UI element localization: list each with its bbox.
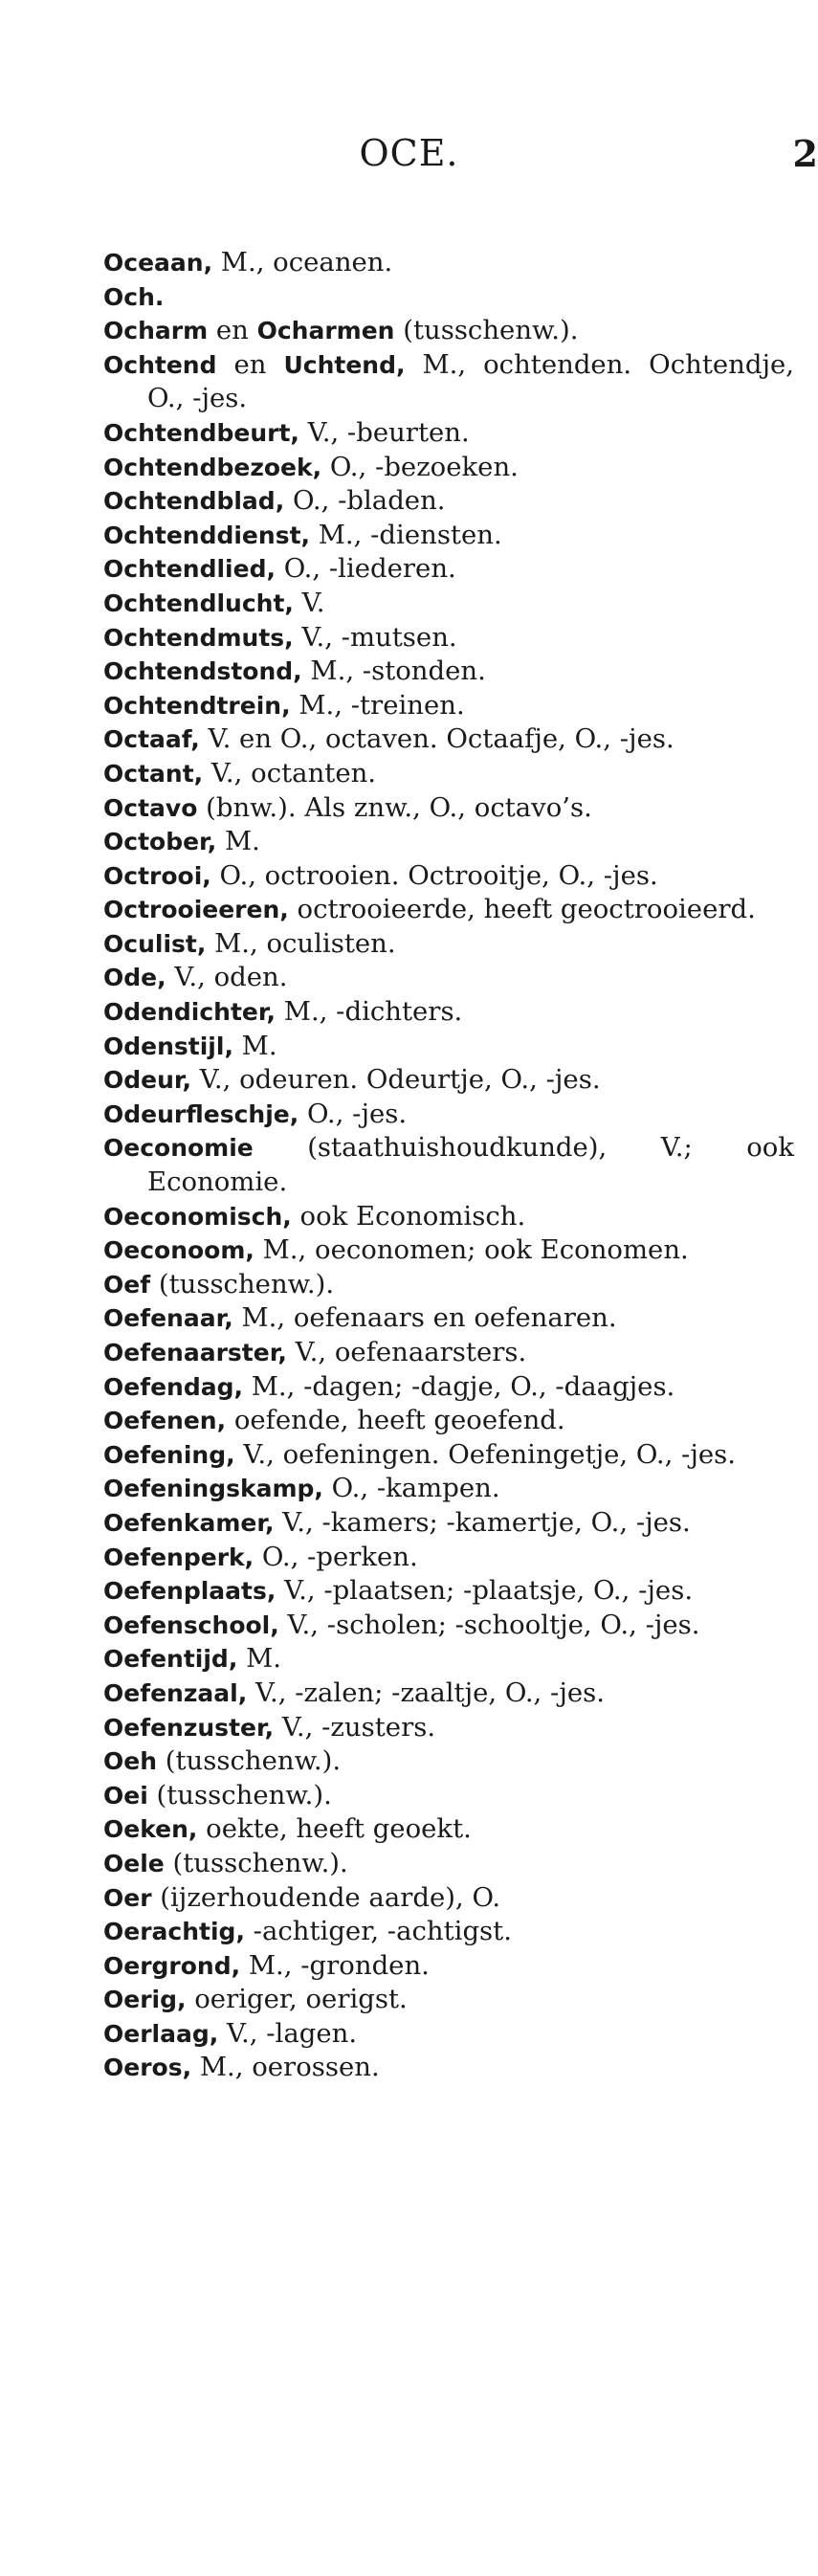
entry-headword: Oefentijd, <box>103 1645 238 1674</box>
dictionary-entry <box>103 1438 794 1473</box>
entry-definition: (tusschenw.). <box>147 1779 332 1810</box>
entry-headword: Oerig, <box>103 1986 187 2014</box>
dictionary-entry <box>103 859 794 894</box>
entry-definition: M., oeconomen; ook Economen. <box>254 1234 689 1266</box>
entry-definition: V. en O., octaven. Octaafje, O., -jes. <box>199 723 674 755</box>
dictionary-entry <box>103 1233 794 1268</box>
dictionary-entry <box>103 1268 794 1302</box>
entry-definition: V., -zalen; -zaaltje, O., -jes. <box>247 1677 605 1708</box>
dictionary-entry <box>103 893 794 927</box>
dictionary-entry <box>103 1812 794 1847</box>
entry-headword: Octavo <box>103 793 198 822</box>
entry-headword: Ochtendbeurt, <box>103 418 299 447</box>
dictionary-entry <box>103 757 794 791</box>
entry-definition: V., oefenaarsters. <box>286 1337 527 1367</box>
entry-headword: Odenstijl, <box>103 1032 233 1060</box>
entry-definition: V., octanten. <box>203 757 377 788</box>
entry-definition: (staathuishoudkunde), V.; ook Economie. <box>147 1132 794 1198</box>
entry-headword: Oceaan, <box>103 249 213 277</box>
dictionary-entry <box>103 621 794 655</box>
dictionary-entry <box>103 655 794 689</box>
entry-headword: Ochtendblad, <box>103 487 285 516</box>
entry-definition: (tusschenw.). <box>394 315 579 346</box>
dictionary-entry <box>103 1200 794 1234</box>
dictionary-entry <box>103 1847 794 1881</box>
dictionary-entry <box>103 1370 794 1405</box>
entry-headword: Ochtendlied, <box>103 555 276 584</box>
dictionary-entry <box>103 519 794 553</box>
entry-headword: Oeken, <box>103 1815 198 1844</box>
entry-definition: M., -dagen; -dagje, O., -daagjes. <box>243 1370 675 1402</box>
entry-headword: Ochtendstond, <box>103 657 302 686</box>
entry-definition: oefende, heeft geoefend. <box>226 1405 565 1436</box>
dictionary-entry <box>103 1915 794 1949</box>
dictionary-entry <box>103 1574 794 1609</box>
entry-headword: Ochtendlucht, <box>103 588 294 617</box>
dictionary-entry <box>103 1642 794 1677</box>
entry-definition: V., -zusters. <box>274 1711 436 1743</box>
entry-definition: M., oefenaars en oefenaren. <box>232 1302 617 1334</box>
dictionary-entry <box>103 961 794 995</box>
entry-definition: O., -bezoeken. <box>321 451 519 482</box>
dictionary-entry <box>103 246 794 280</box>
entry-headword: Oef <box>103 1270 151 1299</box>
entry-headword: October, <box>103 828 217 856</box>
dictionary-entry <box>103 1949 794 1984</box>
entry-definition: V. <box>293 587 325 618</box>
dictionary-entry <box>103 1301 794 1336</box>
dictionary-entry <box>103 1030 794 1064</box>
entry-headword: Oefenplaats, <box>103 1577 276 1606</box>
dictionary-entry <box>103 1677 794 1711</box>
entry-definition: octrooieerde, heeft geoctrooieerd. <box>288 894 756 925</box>
entry-headword: Oefenzaal, <box>103 1678 248 1707</box>
entry-headword: Oeh <box>103 1747 158 1776</box>
entry-headword: Ochtenddienst, <box>103 521 311 549</box>
dictionary-entry <box>103 1404 794 1438</box>
entry-headword: Ocharm <box>103 317 209 345</box>
entry-definition: (tusschenw.). <box>150 1268 335 1299</box>
entry-definition: M., -gronden. <box>240 1949 430 1981</box>
entry-headword: Oerachtig, <box>103 1918 245 1946</box>
entry-definition: (tusschenw.). <box>157 1745 342 1777</box>
entry-definition: ook Economisch. <box>291 1200 526 1232</box>
entry-definition: M., oculisten. <box>206 927 396 959</box>
dictionary-entry <box>103 280 794 315</box>
entry-headword: Uchtend, <box>283 350 406 379</box>
dictionary-entry <box>103 791 794 826</box>
entry-definition: M. <box>237 1643 281 1675</box>
entry-definition: V., -beurten. <box>298 416 470 448</box>
entry-headword: Oeconoom, <box>103 1236 254 1265</box>
entry-definition: O., octrooien. Octrooitje, O., -jes. <box>210 859 658 891</box>
entry-definition: oekte, heeft geoekt. <box>197 1813 472 1845</box>
entry-definition: O., -bladen. <box>284 485 446 517</box>
entry-definition: O., -liederen. <box>275 553 456 585</box>
entry-definition: (tusschenw.). <box>164 1847 348 1878</box>
dictionary-entry <box>103 552 794 587</box>
entry-definition: V., -kamers; -kamertje, O., -jes. <box>274 1506 691 1538</box>
running-head: OCE. <box>359 132 459 174</box>
entry-headword: Oefendag, <box>103 1372 243 1401</box>
entry-headword: Oer <box>103 1883 152 1912</box>
entry-headword: Och. <box>103 282 165 311</box>
dictionary-entry <box>103 1472 794 1506</box>
dictionary-entry <box>103 1063 794 1098</box>
dictionary-entry <box>103 1506 794 1541</box>
dictionary-entry <box>103 348 794 416</box>
entry-definition: M., oceanen. <box>212 247 393 278</box>
dictionary-entry <box>103 1711 794 1745</box>
dictionary-entries <box>103 246 794 2085</box>
dictionary-entry <box>103 927 794 962</box>
dictionary-entry <box>103 484 794 519</box>
entry-headword: Odendichter, <box>103 998 276 1027</box>
entry-headword: Octant, <box>103 759 204 788</box>
dictionary-entry <box>103 1881 794 1916</box>
entry-headword: Oefeningskamp, <box>103 1475 323 1503</box>
entry-headword: Oerlaag, <box>103 2019 219 2048</box>
entry-definition: -achtiger, -achtigst. <box>244 1916 512 1947</box>
entry-headword: Oefenen, <box>103 1407 227 1435</box>
entry-definition: M., -dichters. <box>276 996 463 1028</box>
dictionary-entry <box>103 825 794 859</box>
entry-headword: Oefenperk, <box>103 1543 254 1571</box>
entry-definition: V., oefeningen. Oefeningetje, O., -jes. <box>234 1438 737 1470</box>
page-header <box>0 132 818 189</box>
entry-headword: Oefenzuster, <box>103 1713 275 1742</box>
entry-definition: V., -scholen; -schooltje, O., -jes. <box>278 1609 700 1640</box>
entry-definition: V., odeuren. Odeurtje, O., -jes. <box>191 1064 601 1096</box>
entry-headword: Oeros, <box>103 2054 192 2082</box>
entry-headword: Ochtendbezoek, <box>103 453 322 481</box>
dictionary-entry <box>103 1336 794 1370</box>
dictionary-entry <box>103 451 794 485</box>
entry-headword: Oefenkamer, <box>103 1508 275 1537</box>
entry-definition: V., oden. <box>166 962 288 993</box>
entry-headword: Oefening, <box>103 1440 235 1469</box>
dictionary-entry <box>103 1983 794 2017</box>
dictionary-entry <box>103 2017 794 2052</box>
entry-headword: Oele <box>103 1849 165 1877</box>
entry-definition: V., -lagen. <box>218 2017 358 2049</box>
dictionary-entry <box>103 1131 794 1199</box>
entry-headword: Ochtend <box>103 350 217 379</box>
entry-definition: oeriger, oerigst. <box>186 1984 408 2015</box>
dictionary-entry <box>103 1098 794 1132</box>
dictionary-entry <box>103 995 794 1030</box>
entry-headword: Ode, <box>103 964 166 992</box>
entry-definition: M., ochtenden. Ochtendje, O., -jes. <box>147 348 794 414</box>
entry-headword: Oefenschool, <box>103 1610 279 1639</box>
entry-definition: V., -mutsen. <box>293 621 457 653</box>
dictionary-entry <box>103 1779 794 1813</box>
entry-definition: O., -jes. <box>298 1098 408 1129</box>
entry-headword: Octaaf, <box>103 725 200 754</box>
entry-definition: M., -diensten. <box>310 519 502 550</box>
entry-definition: M., -stonden. <box>301 655 486 687</box>
dictionary-entry <box>103 416 794 451</box>
entry-headword: Oeconomisch, <box>103 1202 292 1231</box>
entry-headword: Ochtendmuts, <box>103 623 294 652</box>
entry-definition: (bnw.). Als znw., O., octavo’s. <box>197 791 592 823</box>
entry-definition: O., -perken. <box>254 1541 418 1572</box>
entry-definition: M., oerossen. <box>191 2052 380 2083</box>
entry-definition: M. <box>232 1030 277 1061</box>
entry-definition: M. <box>216 826 260 857</box>
entry-headword: Oculist, <box>103 929 207 958</box>
entry-headword: Oefenaar, <box>103 1304 233 1333</box>
entry-headword: Oefenaarster, <box>103 1339 287 1366</box>
dictionary-entry <box>103 587 794 621</box>
page-number: 2 <box>792 132 818 175</box>
entry-headword: Odeurfleschje, <box>103 1099 299 1128</box>
entry-headword: Oei <box>103 1781 148 1810</box>
dictionary-entry <box>103 722 794 757</box>
dictionary-entry <box>103 1744 794 1779</box>
entry-definition: en <box>216 348 284 380</box>
entry-definition: M., -treinen. <box>290 689 465 721</box>
dictionary-entry <box>103 1609 794 1643</box>
entry-definition: V., -plaatsen; -plaatsje, O., -jes. <box>276 1575 694 1607</box>
entry-headword: Octrooieeren, <box>103 896 289 924</box>
entry-headword: Odeur, <box>103 1066 192 1095</box>
entry-definition: O., -kampen. <box>322 1473 500 1504</box>
entry-definition: (ijzerhoudende aarde), O. <box>151 1881 501 1913</box>
dictionary-entry <box>103 2051 794 2085</box>
dictionary-entry <box>103 689 794 723</box>
dictionary-entry <box>103 314 794 348</box>
entry-headword: Oergrond, <box>103 1951 241 1980</box>
entry-headword: Ocharmen <box>256 317 395 345</box>
entry-headword: Oeconomie <box>103 1134 254 1163</box>
entry-headword: Octrooi, <box>103 861 211 890</box>
dictionary-entry <box>103 1541 794 1575</box>
entry-headword: Ochtendtrein, <box>103 691 291 720</box>
entry-definition: en <box>208 315 257 346</box>
